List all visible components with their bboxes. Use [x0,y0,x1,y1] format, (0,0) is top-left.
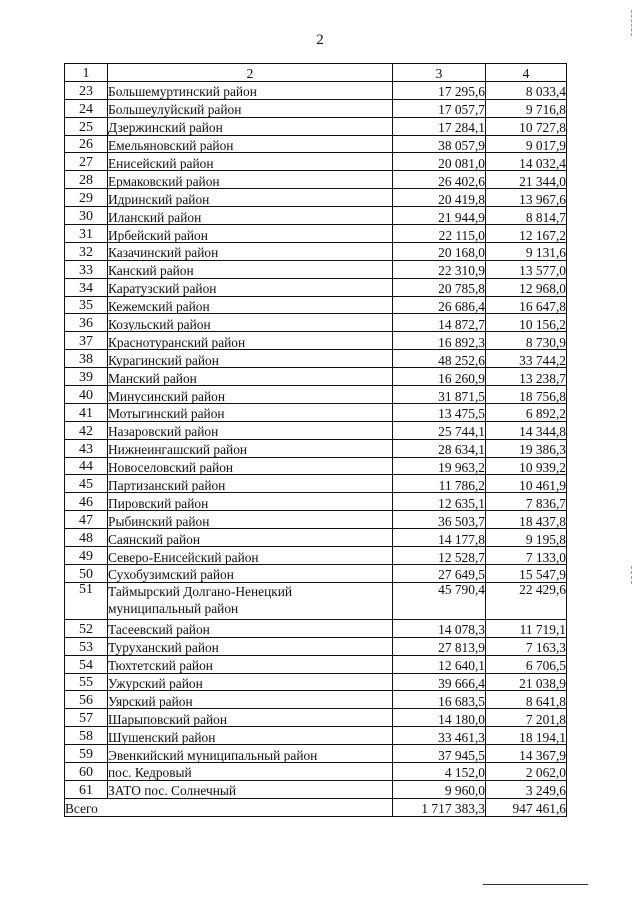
table-row [65,171,567,189]
value-col-3: 36 503,7 [393,511,486,529]
district-name: Туруханский район [108,637,393,655]
row-number: 61 [65,780,108,798]
value-col-3: 14 180,0 [393,709,486,727]
row-number: 28 [65,171,108,189]
value-col-4: 7 163,3 [486,637,567,655]
row-number: 55 [65,673,108,691]
value-col-3: 26 686,4 [393,296,486,314]
district-name: Ермаковский район [108,171,393,189]
table-row [65,493,567,511]
table-row [65,780,567,798]
district-name: Манский район [108,368,393,386]
row-number: 36 [65,314,108,332]
district-name [108,582,393,619]
value-col-3: 12 528,7 [393,547,486,565]
row-number: 54 [65,655,108,673]
row-number: 38 [65,350,108,368]
district-name: пос. Кедровый [108,762,393,780]
value-col-3: 33 461,3 [393,727,486,745]
value-col-4: 10 727,8 [486,117,567,135]
table-row [65,260,567,278]
value-col-3: 16 683,5 [393,691,486,709]
district-name: Новоселовский район [108,457,393,475]
table-row [65,547,567,565]
value-col-3: 14 177,8 [393,529,486,547]
value-col-3: 14 078,3 [393,619,486,637]
table-row [65,386,567,404]
footer-line [483,884,588,885]
table-header-row [65,64,567,82]
district-name: Емельяновский район [108,135,393,153]
district-name: Рыбинский район [108,511,393,529]
value-col-4: 21 344,0 [486,171,567,189]
value-col-4: 13 577,0 [486,260,567,278]
row-number: 43 [65,439,108,457]
value-col-4: 11 719,1 [486,619,567,637]
value-col-3: 38 057,9 [393,135,486,153]
table-row [65,296,567,314]
table-row [65,709,567,727]
table-row [65,691,567,709]
row-number: 39 [65,368,108,386]
value-col-3: 16 260,9 [393,368,486,386]
table-row [65,332,567,350]
scan-edge-mark [631,10,634,36]
value-col-4: 6 706,5 [486,655,567,673]
value-col-4: 10 156,2 [486,314,567,332]
total-value-col-4: 947 461,6 [486,798,567,816]
district-name: Партизанский район [108,475,393,493]
value-col-3: 14 872,7 [393,314,486,332]
table-row [65,745,567,763]
value-col-4: 9 017,9 [486,135,567,153]
value-col-4: 3 249,6 [486,780,567,798]
row-number: 51 [65,582,108,619]
row-number: 27 [65,153,108,171]
row-number: 40 [65,386,108,404]
value-col-3: 17 295,6 [393,81,486,99]
district-name: Эвенкийский муниципальный район [108,745,393,763]
value-col-3: 37 945,5 [393,745,486,763]
table-row [65,475,567,493]
value-col-3: 39 666,4 [393,673,486,691]
value-col-4: 7 836,7 [486,493,567,511]
value-col-4: 8 814,7 [486,207,567,225]
district-name: Назаровский район [108,421,393,439]
table-row [65,619,567,637]
table-row [65,457,567,475]
row-number: 42 [65,421,108,439]
scan-edge-mark [631,566,634,584]
value-col-3: 9 960,0 [393,780,486,798]
row-number: 41 [65,403,108,421]
value-col-4: 14 367,9 [486,745,567,763]
table-row [65,655,567,673]
table-row [65,153,567,171]
value-col-4: 9 195,8 [486,529,567,547]
value-col-4: 8 641,8 [486,691,567,709]
district-name: Козульский район [108,314,393,332]
district-name: ЗАТО пос. Солнечный [108,780,393,798]
value-col-3: 17 057,7 [393,99,486,117]
header-col-4: 4 [486,64,567,82]
value-col-3: 20 081,0 [393,153,486,171]
table-row [65,242,567,260]
value-col-3: 12 635,1 [393,493,486,511]
row-number: 34 [65,278,108,296]
value-col-4: 10 939,2 [486,457,567,475]
value-col-3: 12 640,1 [393,655,486,673]
table-row [65,403,567,421]
row-number: 32 [65,242,108,260]
value-col-3: 25 744,1 [393,421,486,439]
table-row [65,189,567,207]
row-number: 60 [65,762,108,780]
value-col-3: 31 871,5 [393,386,486,404]
district-name: Мотыгинский район [108,403,393,421]
table-row [65,314,567,332]
row-number: 47 [65,511,108,529]
page-number: 2 [316,32,324,48]
header-col-1: 1 [65,64,108,82]
table-row [65,762,567,780]
value-col-4: 8 730,9 [486,332,567,350]
value-col-3: 27 649,5 [393,564,486,582]
value-col-4: 2 062,0 [486,762,567,780]
value-col-4: 13 238,7 [486,368,567,386]
district-name-line-1: Таймырский Долгано-Ненецкий [108,583,293,599]
district-name: Идринский район [108,189,393,207]
table-row [65,368,567,386]
district-name: Сухобузимский район [108,564,393,582]
value-col-4: 10 461,9 [486,475,567,493]
district-name: Саянский район [108,529,393,547]
row-number: 58 [65,727,108,745]
row-number: 46 [65,493,108,511]
row-number: 23 [65,81,108,99]
district-name: Тюхтетский район [108,655,393,673]
value-col-4: 9 716,8 [486,99,567,117]
row-number: 48 [65,529,108,547]
table-row [65,117,567,135]
row-number: 37 [65,332,108,350]
row-number: 24 [65,99,108,117]
value-col-3: 28 634,1 [393,439,486,457]
district-name: Иланский район [108,207,393,225]
district-name: Каратузский район [108,278,393,296]
value-col-4: 9 131,6 [486,242,567,260]
table-row [65,421,567,439]
district-name: Пировский район [108,493,393,511]
district-name: Тасеевский район [108,619,393,637]
row-number: 33 [65,260,108,278]
row-number: 52 [65,619,108,637]
district-name: Дзержинский район [108,117,393,135]
district-name: Минусинский район [108,386,393,404]
table-row [65,582,567,619]
value-col-4: 16 647,8 [486,296,567,314]
row-number: 25 [65,117,108,135]
district-name: Казачинский район [108,242,393,260]
value-col-4: 33 744,2 [486,350,567,368]
value-col-4: 14 344,8 [486,421,567,439]
row-number: 44 [65,457,108,475]
value-col-3: 11 786,2 [393,475,486,493]
row-number: 50 [65,564,108,582]
district-name: Большеулуйский район [108,99,393,117]
row-number: 57 [65,709,108,727]
table-row [65,81,567,99]
district-name: Канский район [108,260,393,278]
value-col-4: 12 968,0 [486,278,567,296]
table-row [65,207,567,225]
row-number: 45 [65,475,108,493]
district-name: Шарыповский район [108,709,393,727]
district-name: Кежемский район [108,296,393,314]
value-col-4: 8 033,4 [486,81,567,99]
district-name: Ужурский район [108,673,393,691]
value-col-3: 21 944,9 [393,207,486,225]
row-number: 30 [65,207,108,225]
value-col-4: 18 756,8 [486,386,567,404]
row-number: 29 [65,189,108,207]
value-col-3: 26 402,6 [393,171,486,189]
district-name: Ирбейский район [108,225,393,243]
value-col-4: 18 194,1 [486,727,567,745]
row-number: 53 [65,637,108,655]
table-row [65,637,567,655]
table-row [65,673,567,691]
table-row [65,350,567,368]
district-name: Краснотуранский район [108,332,393,350]
value-col-3: 17 284,1 [393,117,486,135]
value-col-3: 4 152,0 [393,762,486,780]
total-value-col-3: 1 717 383,3 [393,798,486,816]
district-name: Северо-Енисейский район [108,547,393,565]
district-name: Шушенский район [108,727,393,745]
table-row [65,225,567,243]
row-number: 35 [65,296,108,314]
row-number: 26 [65,135,108,153]
value-col-3: 48 252,6 [393,350,486,368]
district-name: Курагинский район [108,350,393,368]
value-col-4: 21 038,9 [486,673,567,691]
value-col-4: 6 892,2 [486,403,567,421]
value-col-4: 7 201,8 [486,709,567,727]
row-number: 31 [65,225,108,243]
row-number: 49 [65,547,108,565]
value-col-3: 16 892,3 [393,332,486,350]
districts-table [64,63,567,817]
district-name: Большемуртинский район [108,81,393,99]
value-col-3: 19 963,2 [393,457,486,475]
table-row [65,727,567,745]
table-row [65,529,567,547]
table-row [65,99,567,117]
district-name-line-2: муниципальный район [108,600,239,616]
value-col-3: 20 168,0 [393,242,486,260]
district-name: Енисейский район [108,153,393,171]
value-col-3: 20 785,8 [393,278,486,296]
value-col-3: 22 115,0 [393,225,486,243]
row-number: 56 [65,691,108,709]
table-row [65,511,567,529]
header-col-3: 3 [393,64,486,82]
table-row [65,439,567,457]
value-col-3: 20 419,8 [393,189,486,207]
value-col-4: 15 547,9 [486,564,567,582]
total-row [65,798,567,816]
table-row [65,135,567,153]
value-col-4: 19 386,3 [486,439,567,457]
header-col-2: 2 [108,64,393,82]
value-col-4: 12 167,2 [486,225,567,243]
value-col-3: 45 790,4 [393,582,486,619]
value-col-3: 13 475,5 [393,403,486,421]
value-col-4: 18 437,8 [486,511,567,529]
value-col-3: 27 813,9 [393,637,486,655]
row-number: 59 [65,745,108,763]
table-row [65,278,567,296]
total-label: Всего [65,798,393,816]
district-name: Нижнеингашский район [108,439,393,457]
district-name: Уярский район [108,691,393,709]
value-col-4: 7 133,0 [486,547,567,565]
value-col-4: 14 032,4 [486,153,567,171]
value-col-4: 13 967,6 [486,189,567,207]
table-row [65,564,567,582]
value-col-3: 22 310,9 [393,260,486,278]
value-col-4: 22 429,6 [486,582,567,619]
